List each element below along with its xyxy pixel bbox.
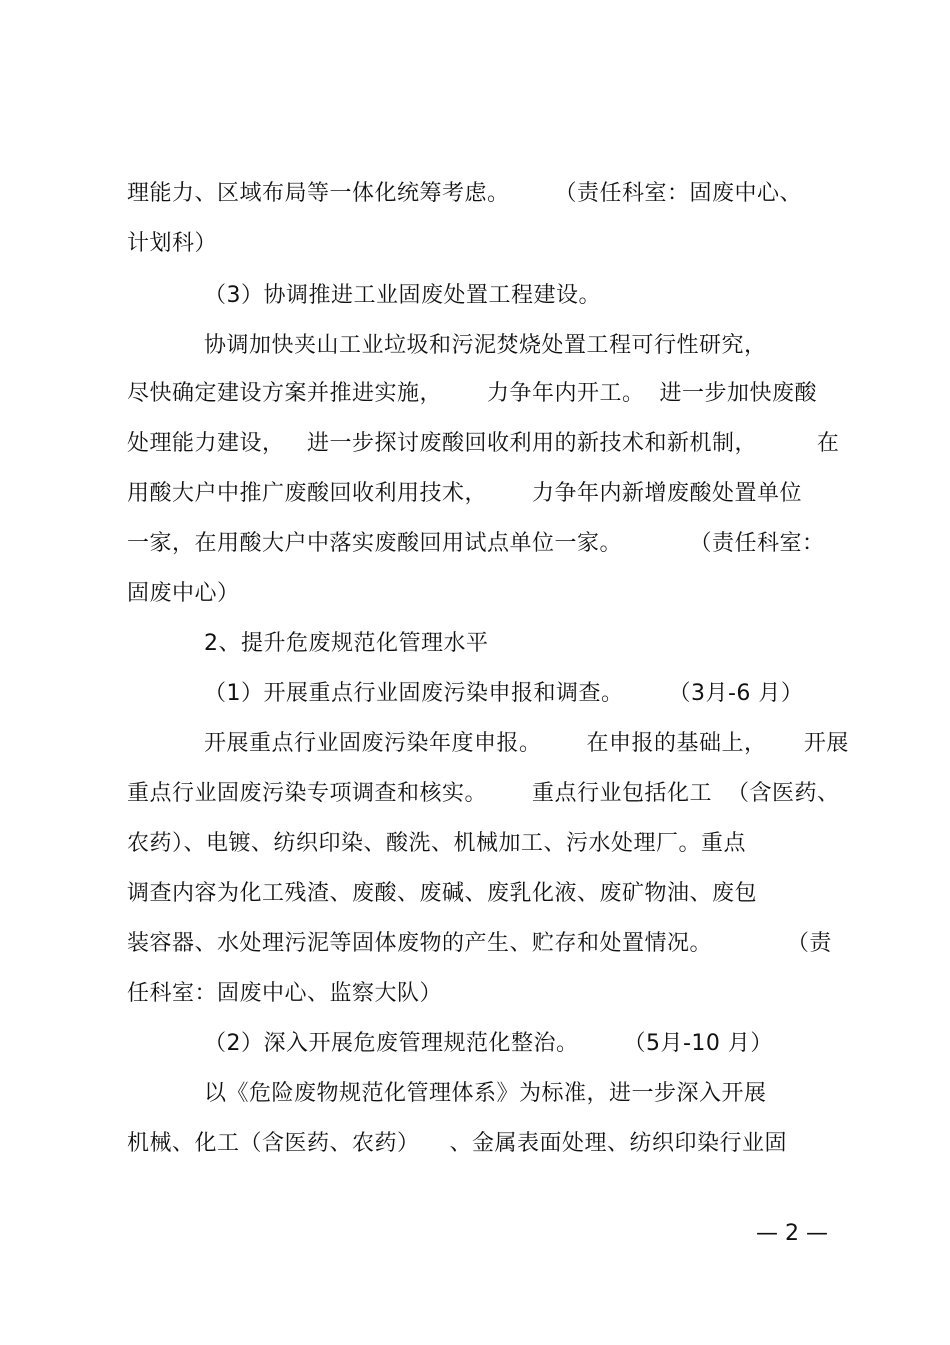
text-line: 协调加快夹山工业垃圾和污泥焚烧处置工程可行性研究， <box>204 333 767 358</box>
text-line: 农药）、电镀、纺织印染、酸洗、机械加工、污水处理厂。重点 <box>127 831 747 856</box>
section-heading: （2）深入开展危废管理规范化整治。 （5月-10 月） <box>204 1031 773 1056</box>
page-number: — 2 — <box>756 1221 828 1246</box>
text-line: 调查内容为化工残渣、废酸、废碱、废乳化液、废矿物油、废包 <box>127 881 758 906</box>
text-line: 任科室：固废中心、监察大队） <box>127 981 443 1006</box>
text-line: 处理能力建设， 进一步探讨废酸回收利用的新技术和新机制， 在 <box>127 431 840 456</box>
section-heading: （1）开展重点行业固废污染申报和调查。 （3月-6 月） <box>204 681 804 706</box>
text-line: 尽快确定建设方案并推进实施， 力争年内开工。 进一步加快废酸 <box>127 381 817 406</box>
text-line: 用酸大户中推广废酸回收利用技术， 力争年内新增废酸处置单位 <box>127 481 802 506</box>
text-line: 以《危险废物规范化管理体系》为标准，进一步深入开展 <box>204 1081 767 1106</box>
text-line: 计划科） <box>127 231 218 256</box>
text-line: 机械、化工（含医药、农药） 、金属表面处理、纺织印染行业固 <box>127 1131 787 1156</box>
text-line: 理能力、区域布局等一体化统筹考虑。 （责任科室：固废中心、 <box>127 181 802 206</box>
text-line: 装容器、水处理污泥等固体废物的产生、贮存和处置情况。 （责 <box>127 931 832 956</box>
text-line: 重点行业固废污染专项调查和核实。 重点行业包括化工 （含医药、 <box>127 781 840 806</box>
text-line: 一家，在用酸大户中落实废酸回用试点单位一家。 （责任科室： <box>127 531 825 556</box>
section-heading: 2、提升危废规范化管理水平 <box>204 631 489 656</box>
text-line: 固废中心） <box>127 581 240 606</box>
text-line: 开展重点行业固废污染年度申报。 在申报的基础上， 开展 <box>204 731 849 756</box>
section-heading: （3）协调推进工业固废处置工程建设。 <box>204 283 601 308</box>
